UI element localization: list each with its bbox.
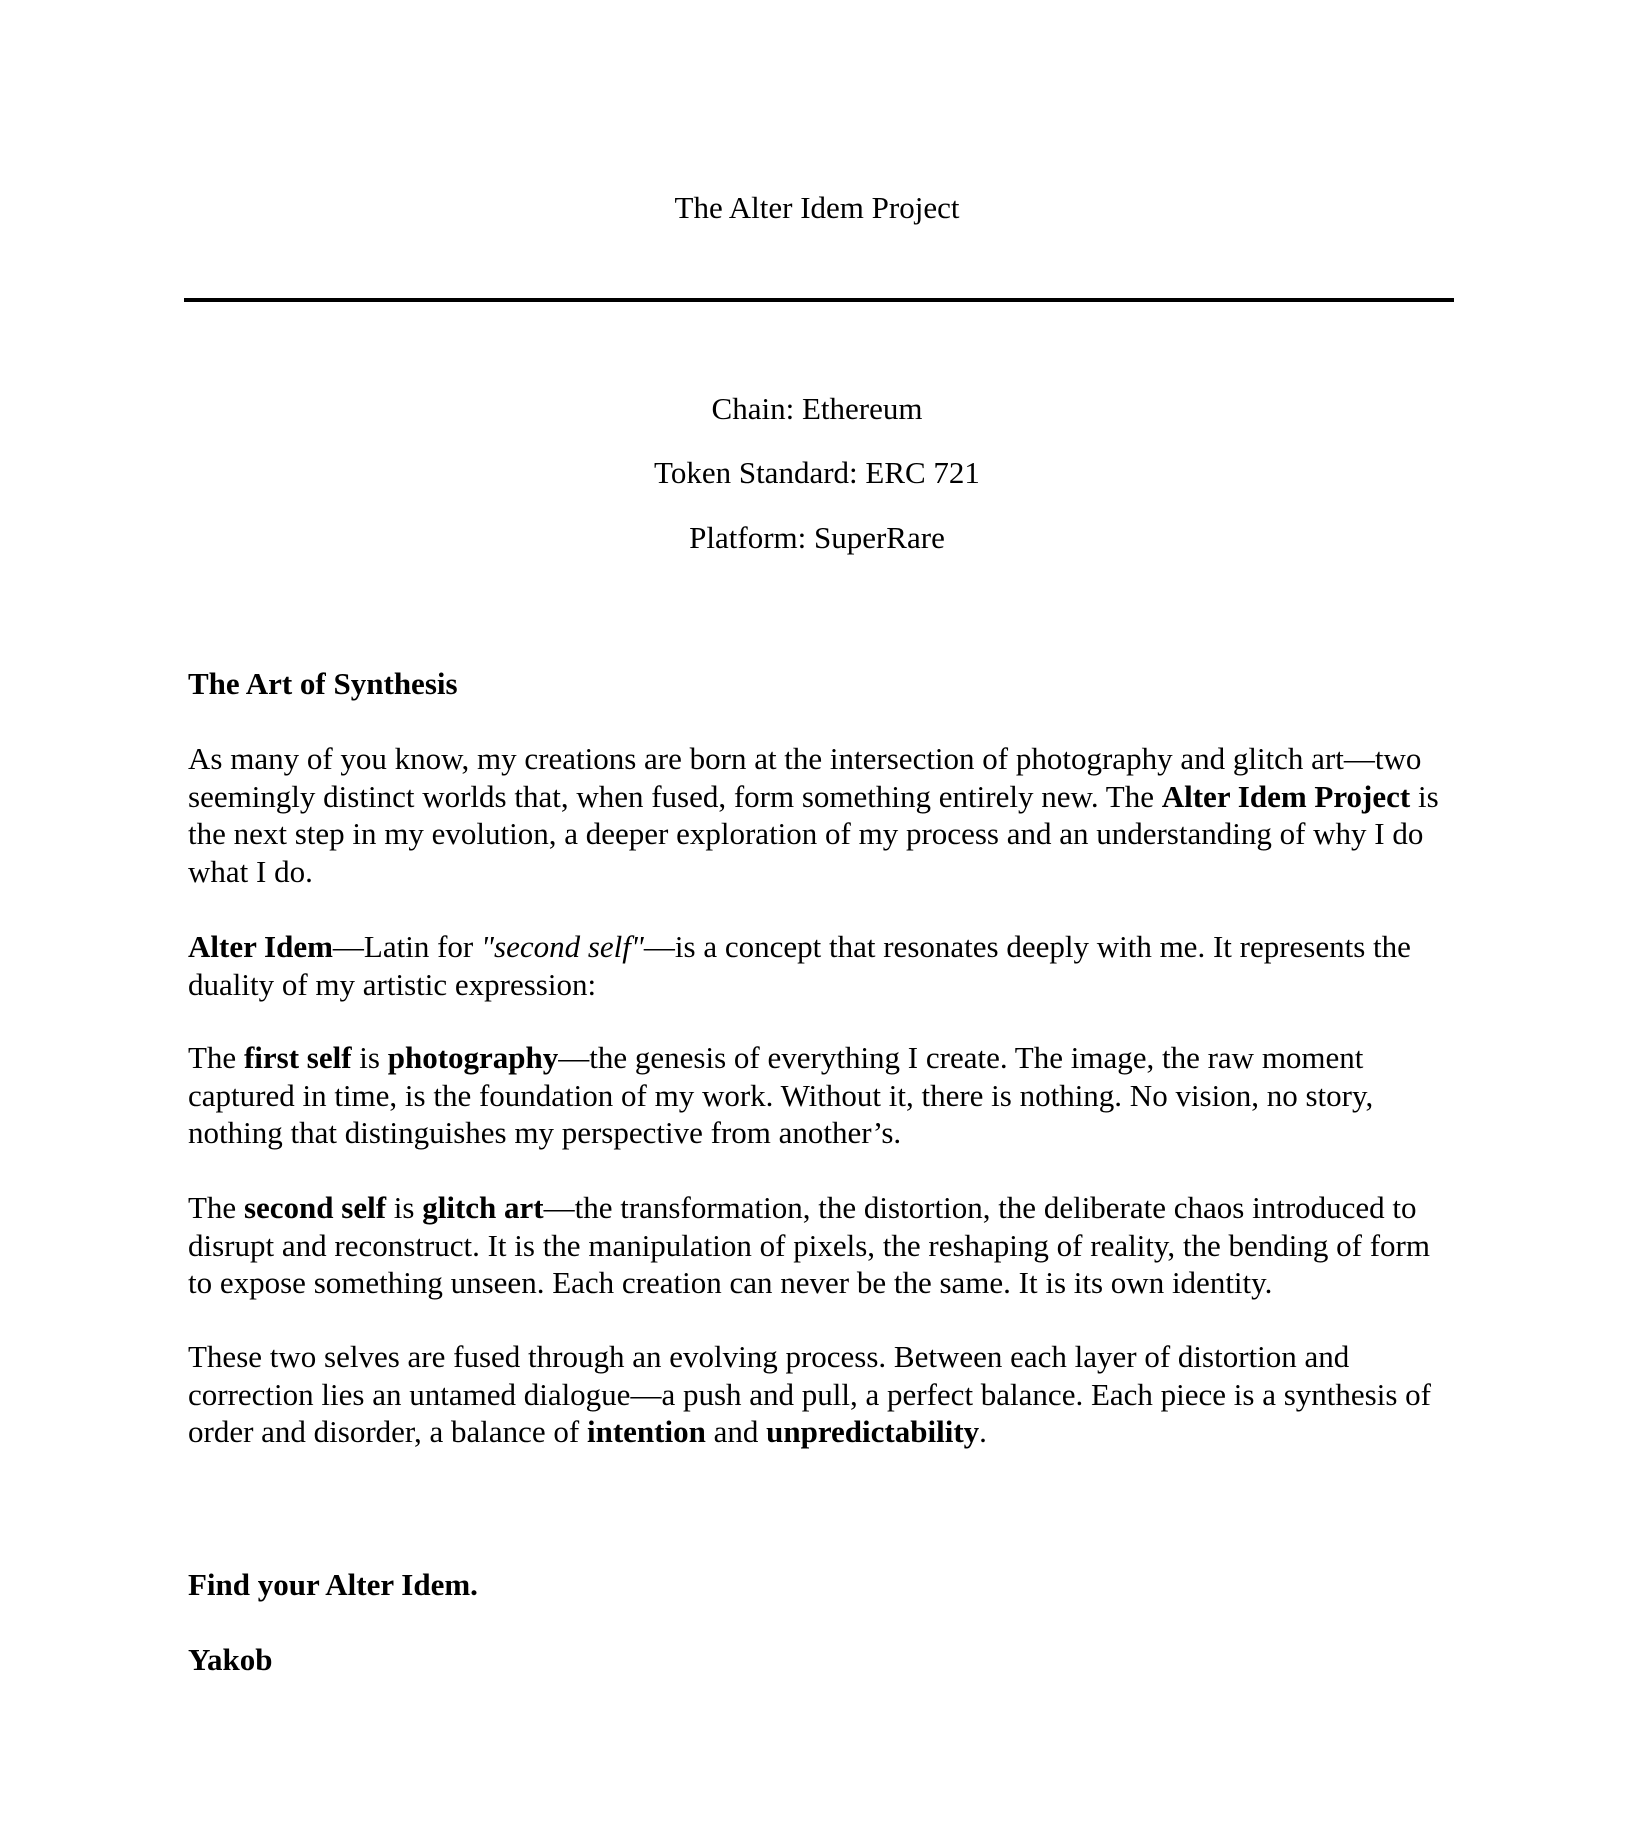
p4-text-a: The (188, 1190, 244, 1225)
p3-bold-first-self: first self (243, 1040, 352, 1075)
p1-bold-alter-idem-project: Alter Idem Project (1161, 778, 1411, 814)
p3-bold-photography: photography (387, 1040, 559, 1075)
p3-text-a: The (188, 1040, 244, 1075)
paragraph-intro (188, 740, 1458, 890)
p1-text-c: is the next step in my evolution, a deeper exploration of my process and an understanding of why I do what I do. (188, 778, 1439, 889)
p2-bold-alter-idem: Alter Idem (188, 929, 333, 964)
paragraph-first-self (188, 1039, 1458, 1152)
p2-italic-second-self: "second self" (481, 929, 644, 964)
meta-chain: Chain: Ethereum (711, 391, 923, 426)
p4-bold-second-self: second self (243, 1190, 387, 1225)
page-title: The Alter Idem Project (674, 190, 960, 225)
paragraph-synthesis (188, 1338, 1458, 1451)
p3-text-c: is (351, 1040, 388, 1075)
p2-text-b: —Latin for (332, 929, 481, 964)
p2-text-d: —is a concept that resonates deeply with me. It represents the duality of my artistic expression: (188, 929, 1411, 1002)
p5-text-c: and (705, 1414, 767, 1450)
closing-line: Find your Alter Idem. (188, 1567, 478, 1602)
p5-text-e: . (979, 1414, 987, 1450)
p4-bold-glitch-art: glitch art (422, 1190, 544, 1225)
p4-text-c: is (386, 1190, 423, 1225)
meta-token-standard: Token Standard: ERC 721 (654, 455, 980, 490)
paragraph-alter-idem (188, 928, 1458, 1003)
paragraph-second-self (188, 1189, 1458, 1302)
section-heading: The Art of Synthesis (188, 666, 458, 701)
horizontal-rule (184, 298, 1454, 302)
p5-bold-unpredictability: unpredictability (766, 1414, 980, 1450)
signature: Yakob (188, 1642, 273, 1677)
p5-text-a: These two selves are fused through an evolving process. Between each layer of distortion and correction lies an untamed dialogue—a push and pull, a perfect balance. Each piece is a synthesis of order and disorder, a balance of (188, 1339, 1431, 1450)
p4-text-e: —the transformation, the distortion, the deliberate chaos introduced to disrupt and reconstruct. It is the manipulation of pixels, the reshaping of reality, the bending of form to expose something unseen. Each creation can never be the same. It is its own identity. (188, 1190, 1430, 1301)
p3-text-e: —the genesis of everything I create. The image, the raw moment captured in time, is the foundation of my work. Without it, there is nothing. No vision, no story, nothing that distinguishes my perspective from another’s. (188, 1040, 1374, 1151)
meta-platform: Platform: SuperRare (689, 520, 945, 555)
p5-bold-intention: intention (587, 1414, 706, 1450)
p1-text-a: As many of you know, my creations are born at the intersection of photography and glitch art—two seemingly distinct worlds that, when fused, form something entirely new. The (188, 741, 1422, 814)
